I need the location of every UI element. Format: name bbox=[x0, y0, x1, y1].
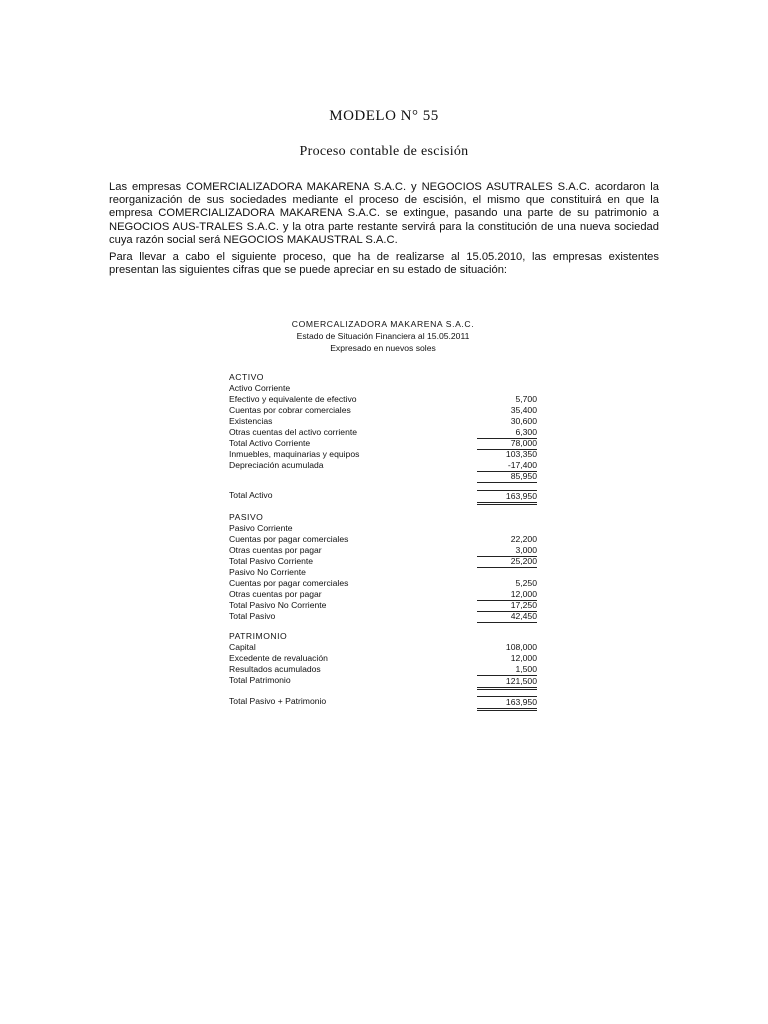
total-row: Total Pasivo 42,450 bbox=[229, 611, 537, 621]
line-item: Existencias 30,600 bbox=[229, 416, 537, 426]
section-heading-activo: ACTIVO bbox=[229, 372, 264, 382]
line-item: Otras cuentas por pagar 12,000 bbox=[229, 589, 537, 599]
statement-title: Estado de Situación Financiera al 15.05.2011 bbox=[296, 331, 470, 341]
total-row: Total Patrimonio 121,500 bbox=[229, 675, 537, 686]
statement-company: COMERCALIZADORA MAKARENA S.A.C. bbox=[291, 319, 475, 329]
statement-currency: Expresado en nuevos soles bbox=[330, 343, 436, 353]
document-subtitle: Proceso contable de escisión bbox=[299, 144, 469, 159]
line-item: Otras cuentas del activo corriente 6,300 bbox=[229, 427, 537, 437]
section-heading-pasivo: PASIVO bbox=[229, 512, 264, 522]
total-row: Total Activo 163,950 bbox=[229, 490, 537, 501]
line-item: Efectivo y equivalente de efectivo 5,700 bbox=[229, 394, 537, 404]
line-item: Inmuebles, maquinarias y equipos 103,350 bbox=[229, 449, 537, 459]
line-item: Depreciación acumulada -17,400 bbox=[229, 460, 537, 470]
context-paragraph: Para llevar a cabo el siguiente proceso, que ha de realizarse al 15.05.2010, las empresas existentes presentan las siguientes cifras que se puede apreciar en su estado de situación: bbox=[109, 251, 659, 277]
intro-paragraph: Las empresas COMERCIALIZADORA MAKARENA S.A.C. y NEGOCIOS ASUTRALES S.A.C. acordaron la reorganización de sus sociedades mediante el proceso de escisión, el mismo que constituirá en que la empresa COMERCIALIZADORA MAKARENA S.A.C. se extingue, pasando una parte de su patrimonio a NEGOCIOS AUS-TRALES S.A.C. y la otra parte restante servirá para la constitución de una nueva sociedad cuya razón social será NEGOCIOS MAKAUSTRAL S.A.C. bbox=[109, 181, 659, 246]
total-row: Total Pasivo Corriente 25,200 bbox=[229, 556, 537, 566]
total-row: Total Pasivo No Corriente 17,250 bbox=[229, 600, 537, 610]
line-item: Cuentas por pagar comerciales 5,250 bbox=[229, 578, 537, 588]
total-row: Total Activo Corriente 78,000 bbox=[229, 438, 537, 448]
document-title: MODELO N° 55 bbox=[329, 108, 439, 124]
subtotal-row: 85,950 bbox=[229, 471, 537, 482]
section-heading-patrimonio: PATRIMONIO bbox=[229, 631, 288, 641]
line-item: Otras cuentas por pagar 3,000 bbox=[229, 545, 537, 555]
subsection-heading: Pasivo No Corriente bbox=[229, 567, 306, 577]
line-item: Cuentas por cobrar comerciales 35,400 bbox=[229, 405, 537, 415]
subsection-heading: Pasivo Corriente bbox=[229, 523, 293, 533]
line-item: Resultados acumulados 1,500 bbox=[229, 664, 537, 674]
grand-total-row: Total Pasivo + Patrimonio 163,950 bbox=[229, 696, 537, 707]
subsection-heading: Activo Corriente bbox=[229, 383, 291, 393]
line-item: Cuentas por pagar comerciales 22,200 bbox=[229, 534, 537, 544]
line-item: Excedente de revaluación 12,000 bbox=[229, 653, 537, 663]
line-item: Capital 108,000 bbox=[229, 642, 537, 652]
